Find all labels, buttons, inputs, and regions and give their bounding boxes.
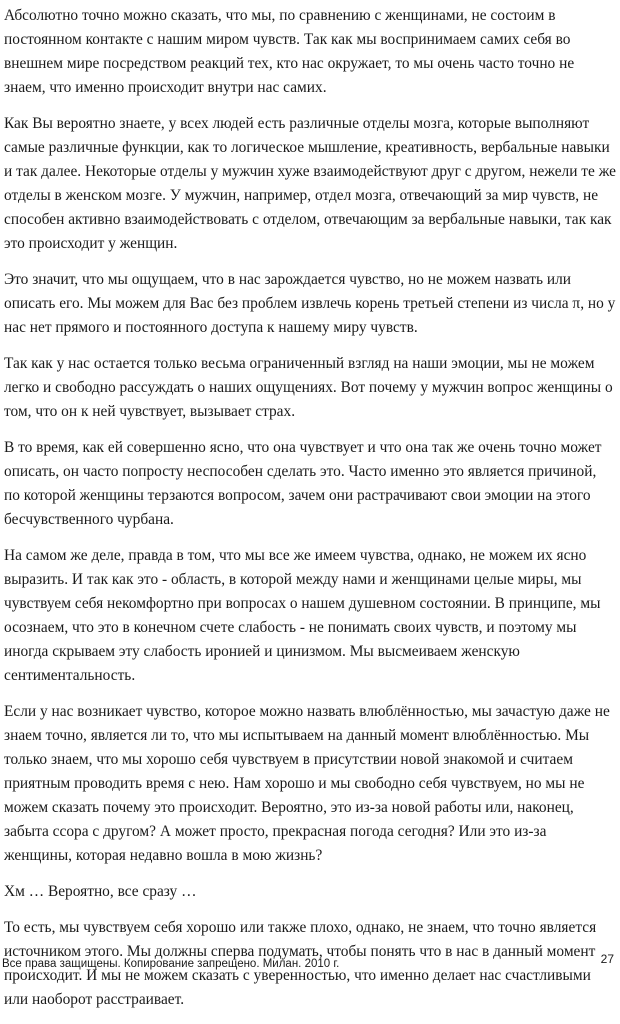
paragraph-3: Это значит, что мы ощущаем, что в нас зарождается чувство, но не можем назвать или описать его. Мы можем для Вас без проблем извлечь корень третьей степени из числа π, но у нас нет прямого и постоянного доступа к нашему миру чувств. (4, 271, 616, 336)
paragraph-8: Хм … Вероятно, все сразу … (4, 883, 197, 900)
body-text (4, 4, 616, 1024)
paragraph-6: На самом же деле, правда в том, что мы все же имеем чувства, однако, не можем их ясно выразить. И так как это - область, в которой между нами и женщинами целые миры, мы чувствуем себя некомфортно при вопросах о нашем душевном состоянии. В принципе, мы осознаем, что это в конечном счете слабость - не понимать своих чувств, и поэтому мы иногда скрываем эту слабость иронией и цинизмом. Мы высмеиваем женскую сентиментальность. (4, 547, 601, 684)
paragraph-9: То есть, мы чувствуем себя хорошо или также плохо, однако, не знаем, что точно является источником этого. Мы должны сперва подумать, чтобы понять что в нас в данный момент происходит. И мы не можем сказать с уверенностью, что именно делает нас счастливыми или наоборот расстраивает. (4, 919, 597, 1008)
copyright-notice: Все права защищены. Копирование запрещено. Милан. 2010 г. (2, 958, 340, 970)
paragraph-5: В то время, как ей совершенно ясно, что она чувствует и что она так же очень точно может описать, он часто попросту неспособен сделать это. Часто именно это является причиной, по которой женщины терзаются вопросом, зачем они растрачивают свои эмоции на этого бесчувственного чурбана. (4, 439, 602, 528)
paragraph-2: Как Вы вероятно знаете, у всех людей есть различные отделы мозга, которые выполняют самые различные функции, как то логическое мышление, креативность, вербальные навыки и так далее. Некоторые отделы у мужчин хуже взаимодействуют друг с другом, нежели те же отделы в женском мозге. У мужчин, например, отдел мозга, отвечающий за мир чувств, не способен активно взаимодействовать с отделом, отвечающим за вербальные навыки, так как это происходит у женщин. (4, 115, 616, 252)
page-footer (0, 952, 620, 976)
paragraph-7: Если у нас возникает чувство, которое можно назвать влюблённостью, мы зачастую даже не знаем точно, является ли то, что мы испытываем на данный момент влюблённостью. Мы только знаем, что мы хорошо себя чувствуем в присутствии новой знакомой и считаем приятным проводить время с нею. Нам хорошо и мы свободно себя чувствуем, но мы не можем сказать почему это происходит. Вероятно, это из-за новой работы или, наконец, забыта ссора с другом? А может просто, прекрасная погода сегодня? Или это из-за женщины, которая недавно вошла в мою жизнь? (4, 703, 610, 864)
paragraph-4: Так как у нас остается только весьма ограниченный взгляд на наши эмоции, мы не можем легко и свободно рассуждать о наших ощущениях. Вот почему у мужчин вопрос женщины о том, что он к ней чувствует, вызывает страх. (4, 355, 613, 420)
paragraph-1: Абсолютно точно можно сказать, что мы, по сравнению с женщинами, не состоим в постоянном контакте с нашим миром чувств. Так как мы воспринимаем самих себя во внешнем мире посредством реакций тех, кто нас окружает, то мы очень часто точно не знаем, что именно происходит внутри нас самих. (4, 7, 575, 96)
page-number: 27 (600, 952, 614, 966)
